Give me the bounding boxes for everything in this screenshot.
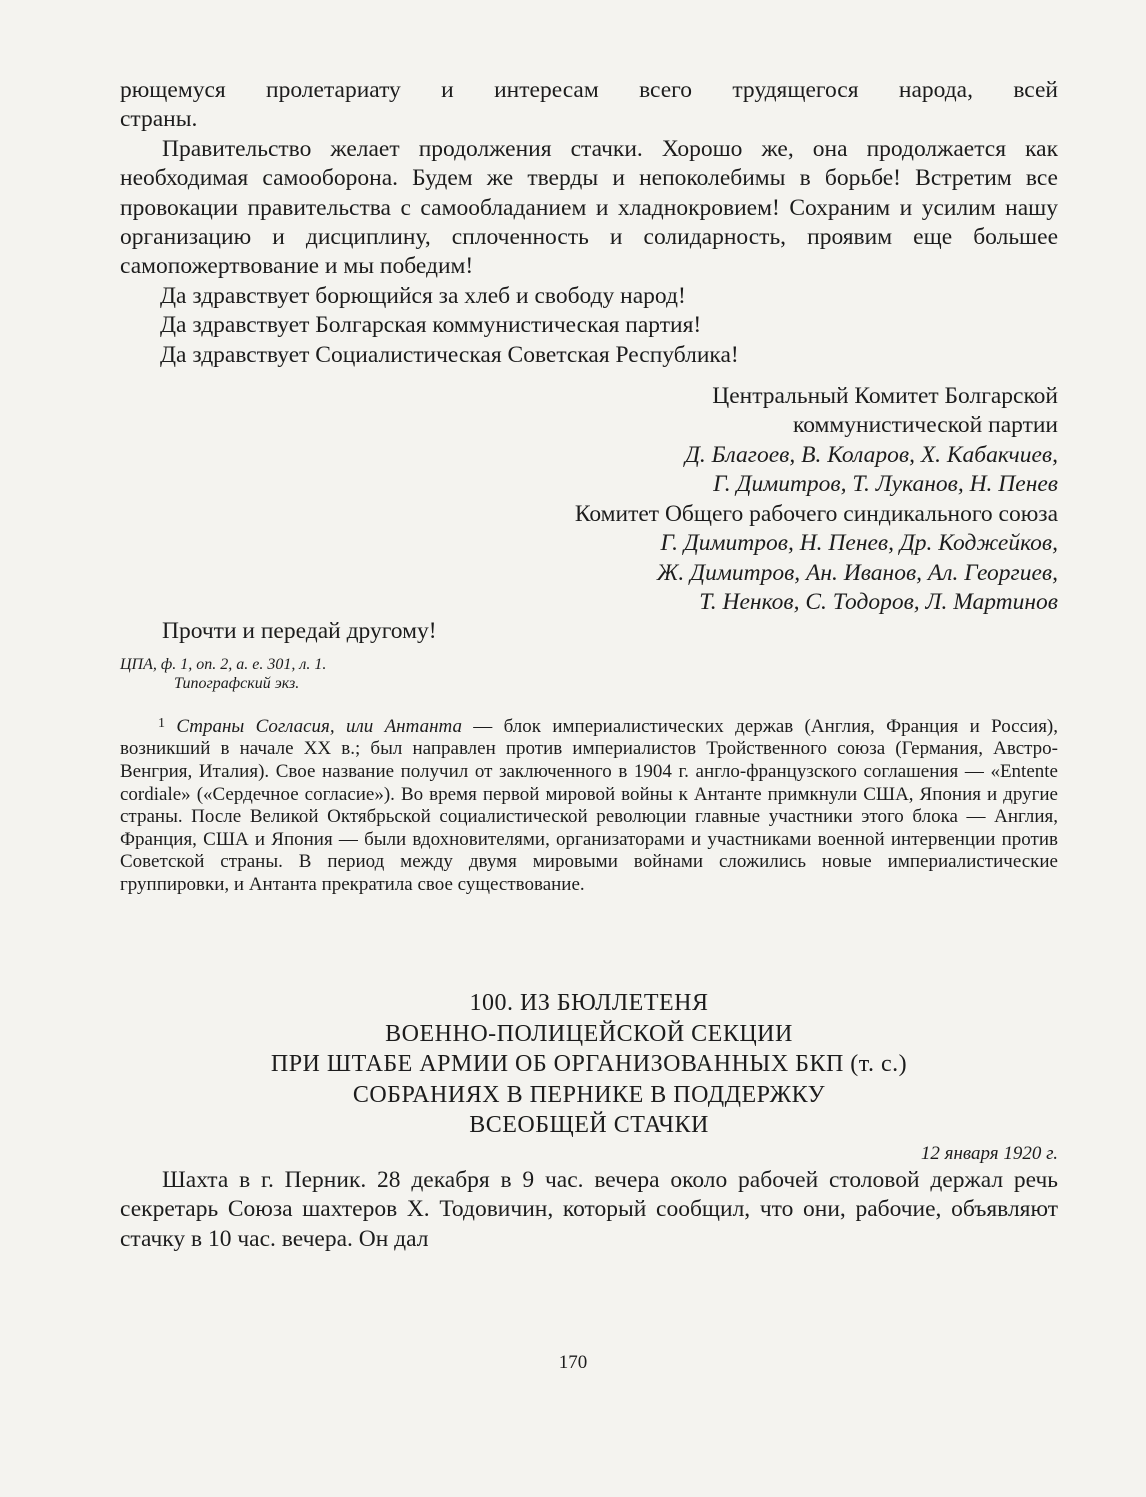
footnote-text: — блок империалистических держав (Англия, Франция и Россия), возникший в начале XX в.; был направлен против империалистов Тройственного союза (Германия, Австро-Венгрия, Италия). Свое название получил от заключенного в 1904 г. англо-французского соглашения — «Entente cordiale» («Сердечное согласие»). Во время первой мировой войны к Антанте примкнули США, Япония и другие страны. После Великой Октябрьской социалистической революции главные участники этого блока — Англия, Франция, США и Япония — были вдохновителями, организаторами и участниками военной интервенции против Советской страны. В период между двумя мировыми войнами сложились новые империалистические группировки, и Антанта прекратила свое существование. [120, 715, 1059, 895]
footnote-number: 1 [158, 715, 165, 731]
cc-title-line-1: Центральный Комитет Болгарской [712, 383, 1058, 410]
cc-names-line-2: Г. Димитров, Т. Луканов, Н. Пенев [713, 471, 1058, 498]
union-names-line-2: Ж. Димитров, Ан. Иванов, Ал. Георгиев, [656, 559, 1058, 586]
source-line-2: Типографский экз. [174, 674, 300, 692]
page-number: 170 [558, 1352, 588, 1373]
document-date: 12 января 1920 г. [920, 1142, 1058, 1164]
union-names-line-3: Т. Ненков, С. Тодоров, Л. Мартинов [699, 588, 1058, 615]
signature-block [120, 382, 1058, 617]
union-title: Комитет Общего рабочего синдикального союза [574, 500, 1058, 527]
union-names-line-1: Г. Димитров, Н. Пенев, Др. Коджейков, [660, 530, 1058, 557]
slogan-3: Да здравствует Социалистическая Советская Республика! [160, 341, 739, 368]
heading-line-1: 100. ИЗ БЮЛЛЕТЕНЯ [469, 990, 709, 1017]
heading-line-2: ВОЕННО-ПОЛИЦЕЙСКОЙ СЕКЦИИ [385, 1020, 793, 1047]
cc-names-line-1: Д. Благоев, В. Коларов, Х. Кабакчиев, [684, 441, 1058, 468]
paragraph-strike: Правительство желает продолжения стачки. Хорошо же, она продолжается как необходимая самооборона. Будем же тверды и непоколебимы в борьбе! Встретим все провокации правительства с самообладанием и хладнокровием! Сохраним и усилим нашу организацию и дисциплину, сплоченность и солидарность, проявим еще большее самопожертвование и мы победим! [120, 135, 1058, 280]
source-line-1: ЦПА, ф. 1, оп. 2, а. е. 301, л. 1. [120, 655, 327, 673]
document-heading [120, 988, 1058, 1141]
intro-line-2: страны. [120, 106, 198, 133]
intro-line-1: рющемуся пролетариату и интересам всего трудящегося народа, всей [120, 77, 1058, 103]
paragraph-pernik: Шахта в г. Перник. 28 декабря в 9 час. вечера около рабочей столовой держал речь секретарь Союза шахтеров Х. Тодовичин, который сообщил, что они, рабочие, объявляют стачку в 10 час. вечера. Он дал [120, 1166, 1058, 1252]
page-content [120, 76, 1058, 1254]
cc-title-line-2: коммунистической партии [792, 412, 1058, 439]
footnote [120, 713, 1058, 897]
heading-line-5: ВСЕОБЩЕЙ СТАЧКИ [469, 1112, 709, 1139]
archive-source [120, 655, 1058, 693]
heading-line-3: ПРИ ШТАБЕ АРМИИ ОБ ОРГАНИЗОВАННЫХ БКП (т. с.) [270, 1051, 908, 1078]
footnote-term: Страны Согласия, или Антанта [176, 715, 462, 737]
heading-line-4: СОБРАНИЯХ В ПЕРНИКЕ В ПОДДЕРЖКУ [352, 1081, 826, 1108]
pass-on-note: Прочти и передай другому! [162, 618, 437, 645]
slogan-2: Да здравствует Болгарская коммунистическая партия! [160, 312, 702, 339]
slogan-1: Да здравствует борющийся за хлеб и свободу народ! [160, 282, 686, 309]
